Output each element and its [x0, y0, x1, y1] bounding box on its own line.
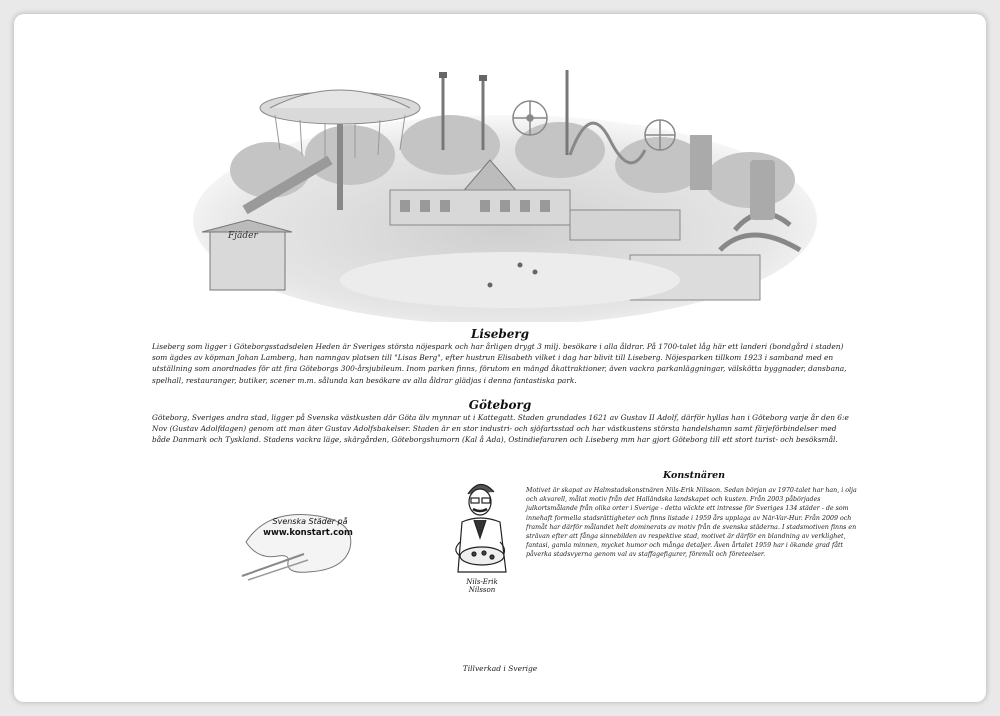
artist-description: Motivet är skapat av Halmstadskonstnären Nils-Erik Nilsson. Sedan början av 1970-talet har han, i olja och akvarell, målat motiv från det Halländska landskapet och kusten. Från 2003 påbörjades julkortsmålande från olika orter i Sverige - detta väckte ett intresse för Sveriges 134 städer - de som innehaft formella stadsrättigheter och finns listade i 1959 års upplaga av När-Var-Hur. Från 2009 och framåt har därför målandet helt dominerats av motiv från de svenska städerna. I stadsmotiven finns en strävan efter att fånga sinnebilden av respektive stad, motivet är därför en blandning av verklighet, fantasi, gamla minnen, mycket humor och många detaljer. Även årtalet 1959 har i ökande grad fått påverka stadsvyerna genom val av staffagefigurer, föremål och företeelser.: [526, 487, 857, 559]
artist-heading: Konstnären: [663, 470, 726, 481]
artist-signature: Nils-Erik Nilsson: [466, 578, 498, 594]
liseberg-illustration: [190, 60, 820, 322]
goteborg-heading: Göteborg: [468, 398, 532, 412]
liseberg-description: Liseberg som ligger i Göteborgsstadsdelen Heden är Sveriges största nöjespark och har årligen drygt 3 milj. besökare i alla åldrar. På 1700-talet låg här ett landeri (bondgård i staden) som ägdes av köpman Johan Lamberg, han namngav platsen till "Lisas Berg", efter hustrun Elisabeth vilket i dag har blivit till Liseberg. Nöjesparken tillkom 1923 i samband med en utställning som anordnades för att fira Göteborgs 300-årsjubileum. Inom parken finns, förutom en mängd åkattraktioner, även vackra parkanläggningar, välskötta byggnader, dansbana, spelhall, restauranger, butiker, scener m.m. sålunda kan besökare av alla åldrar glädjas i denna fantastiska park.: [152, 342, 847, 385]
svg-text:Fjäder: Fjäder: [228, 231, 258, 241]
liseberg-heading: Liseberg: [470, 327, 530, 341]
logo-caption: Svenska Städer på: [272, 517, 348, 526]
logo-url[interactable]: www.konstart.com: [263, 528, 353, 538]
goteborg-description: Göteborg, Sveriges andra stad, ligger på Svenska västkusten där Göta älv mynnar ut i Kattegatt. Staden grundades 1621 av Gustav II Adolf, därför hyllas han i Göteborg varje år den 6:e Nov (Gustav Adolfdagen) genom att man äter Gustav Adolfsbakelser. Staden är en stor industri- och sjöfartsstad och har västkustens största handelshamn samt färjeförbindelser med både Danmark och Tyskland. Stadens vackra läge, skärgården, Göteborgshumorn (Kal å Ada), Ostindiefararen och Liseberg mm har gjort Göteborg till ett stort turist- och besöksmål.: [152, 413, 849, 445]
footer-made-in: Tillverkad i Sverige: [462, 664, 538, 673]
